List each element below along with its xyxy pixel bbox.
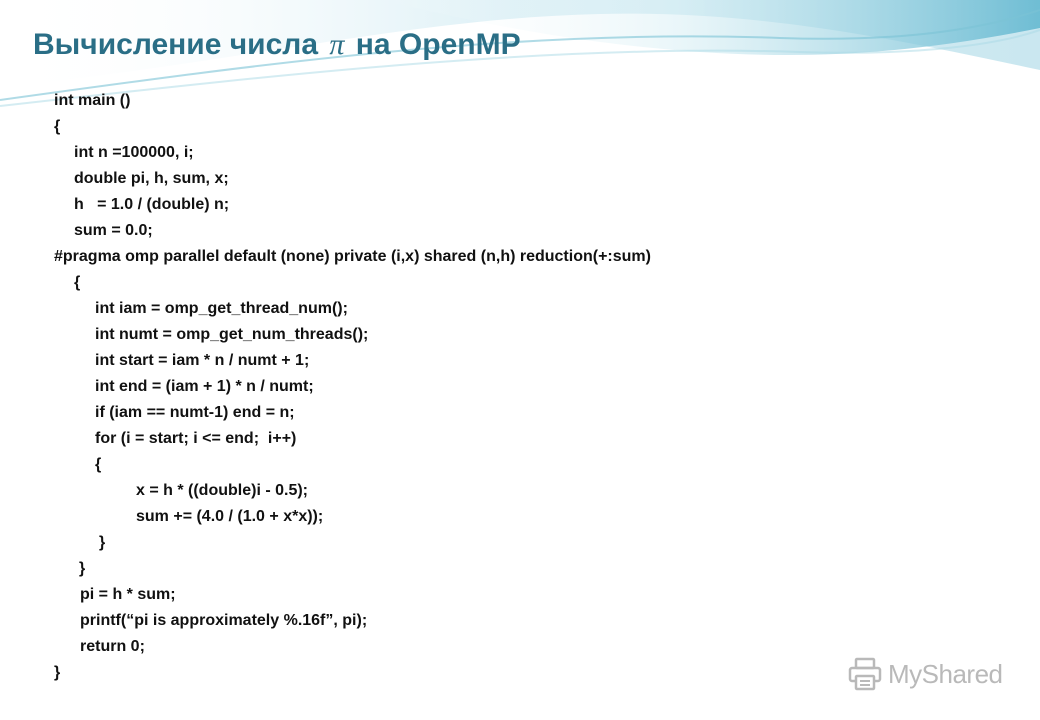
watermark-text: MyShared [888,658,1003,689]
slide-title [33,28,521,62]
watermark [848,656,1003,692]
code-line: h = 1.0 / (double) n; [74,196,230,213]
pi-symbol: π [329,28,345,61]
code-line: sum += (4.0 / (1.0 + x*x)); [136,508,324,525]
code-line: sum = 0.0; [74,222,153,239]
code-line: int main () [54,92,131,109]
code-line: #pragma omp parallel default (none) private (i,x) shared (n,h) reduction(+:sum) [54,248,651,265]
code-line: for (i = start; i <= end; i++) [95,430,297,447]
printer-icon [848,657,882,691]
code-line: { [74,274,81,291]
code-line: { [95,456,102,473]
code-line: int end = (iam + 1) * n / numt; [95,378,314,395]
code-line: int iam = omp_get_thread_num(); [95,300,348,317]
code-line: if (iam == numt-1) end = n; [95,404,295,421]
title-suffix: на OpenMP [355,28,521,61]
code-line: x = h * ((double)i - 0.5); [136,482,309,499]
code-line: double pi, h, sum, x; [74,170,229,187]
code-line: { [54,118,61,135]
code-line: pi = h * sum; [80,586,176,603]
code-line: printf(“pi is approximately %.16f”, pi); [80,612,368,629]
title-prefix: Вычисление числа [33,28,319,61]
code-line: int start = iam * n / numt + 1; [95,352,310,369]
code-line: int numt = omp_get_num_threads(); [95,326,369,343]
code-line: } [99,534,106,551]
code-line: int n =100000, i; [74,144,194,161]
code-line: } [79,560,86,577]
code-line: } [54,664,61,681]
code-line: return 0; [80,638,145,655]
